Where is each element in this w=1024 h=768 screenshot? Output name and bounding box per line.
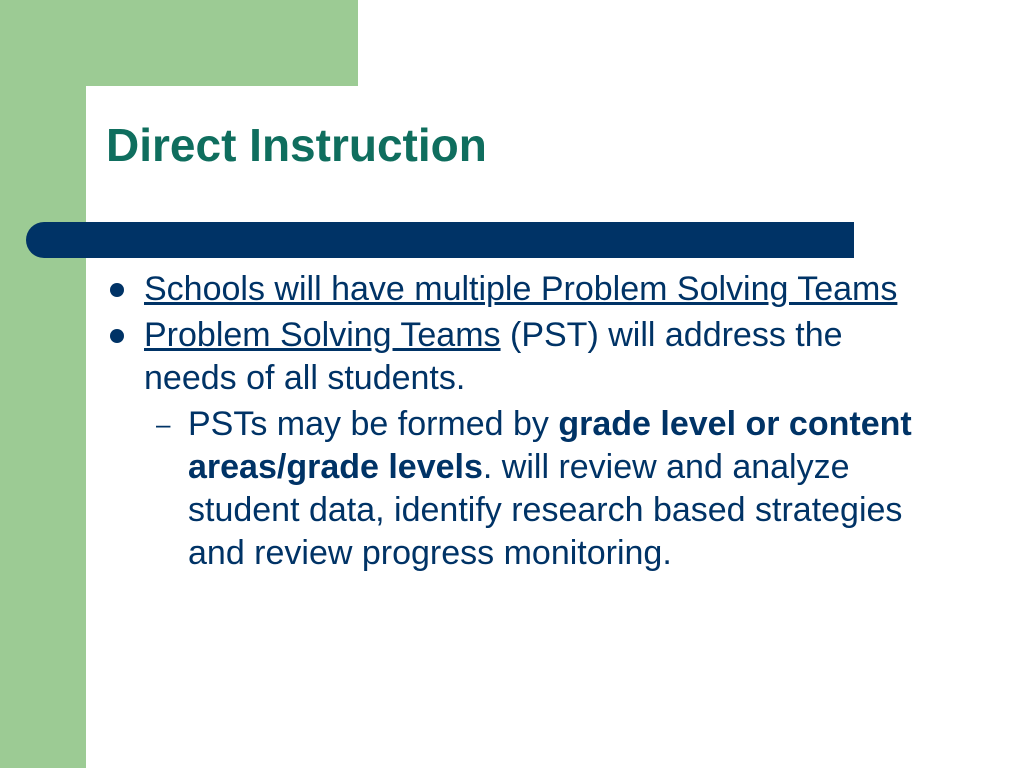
hyperlink-schools-teams[interactable]: Schools will have multiple Problem Solving Teams <box>144 270 898 308</box>
hyperlink-problem-solving-teams[interactable]: Problem Solving Teams <box>144 316 501 354</box>
bullet-item <box>106 268 916 311</box>
slide-body <box>106 268 916 575</box>
sub-bullet-bold: grade level or content areas/grade levels <box>188 405 912 486</box>
title-divider-bar <box>26 222 854 258</box>
bullet-dot-icon <box>110 283 124 297</box>
slide-title: Direct Instruction <box>106 119 487 171</box>
sub-bullet-lead: PSTs may be formed by <box>188 405 559 443</box>
green-accent-left <box>0 0 86 768</box>
bullet-item <box>106 314 916 400</box>
sub-bullet-item <box>106 403 916 575</box>
bullet-dot-icon <box>110 329 124 343</box>
dash-icon: – <box>156 409 171 439</box>
sub-bullet-tail: . will review and analyze student data, identify research based strategies and review progress monitoring. <box>188 448 903 572</box>
bullet-text: (PST) will address the needs of all students. <box>144 316 843 397</box>
